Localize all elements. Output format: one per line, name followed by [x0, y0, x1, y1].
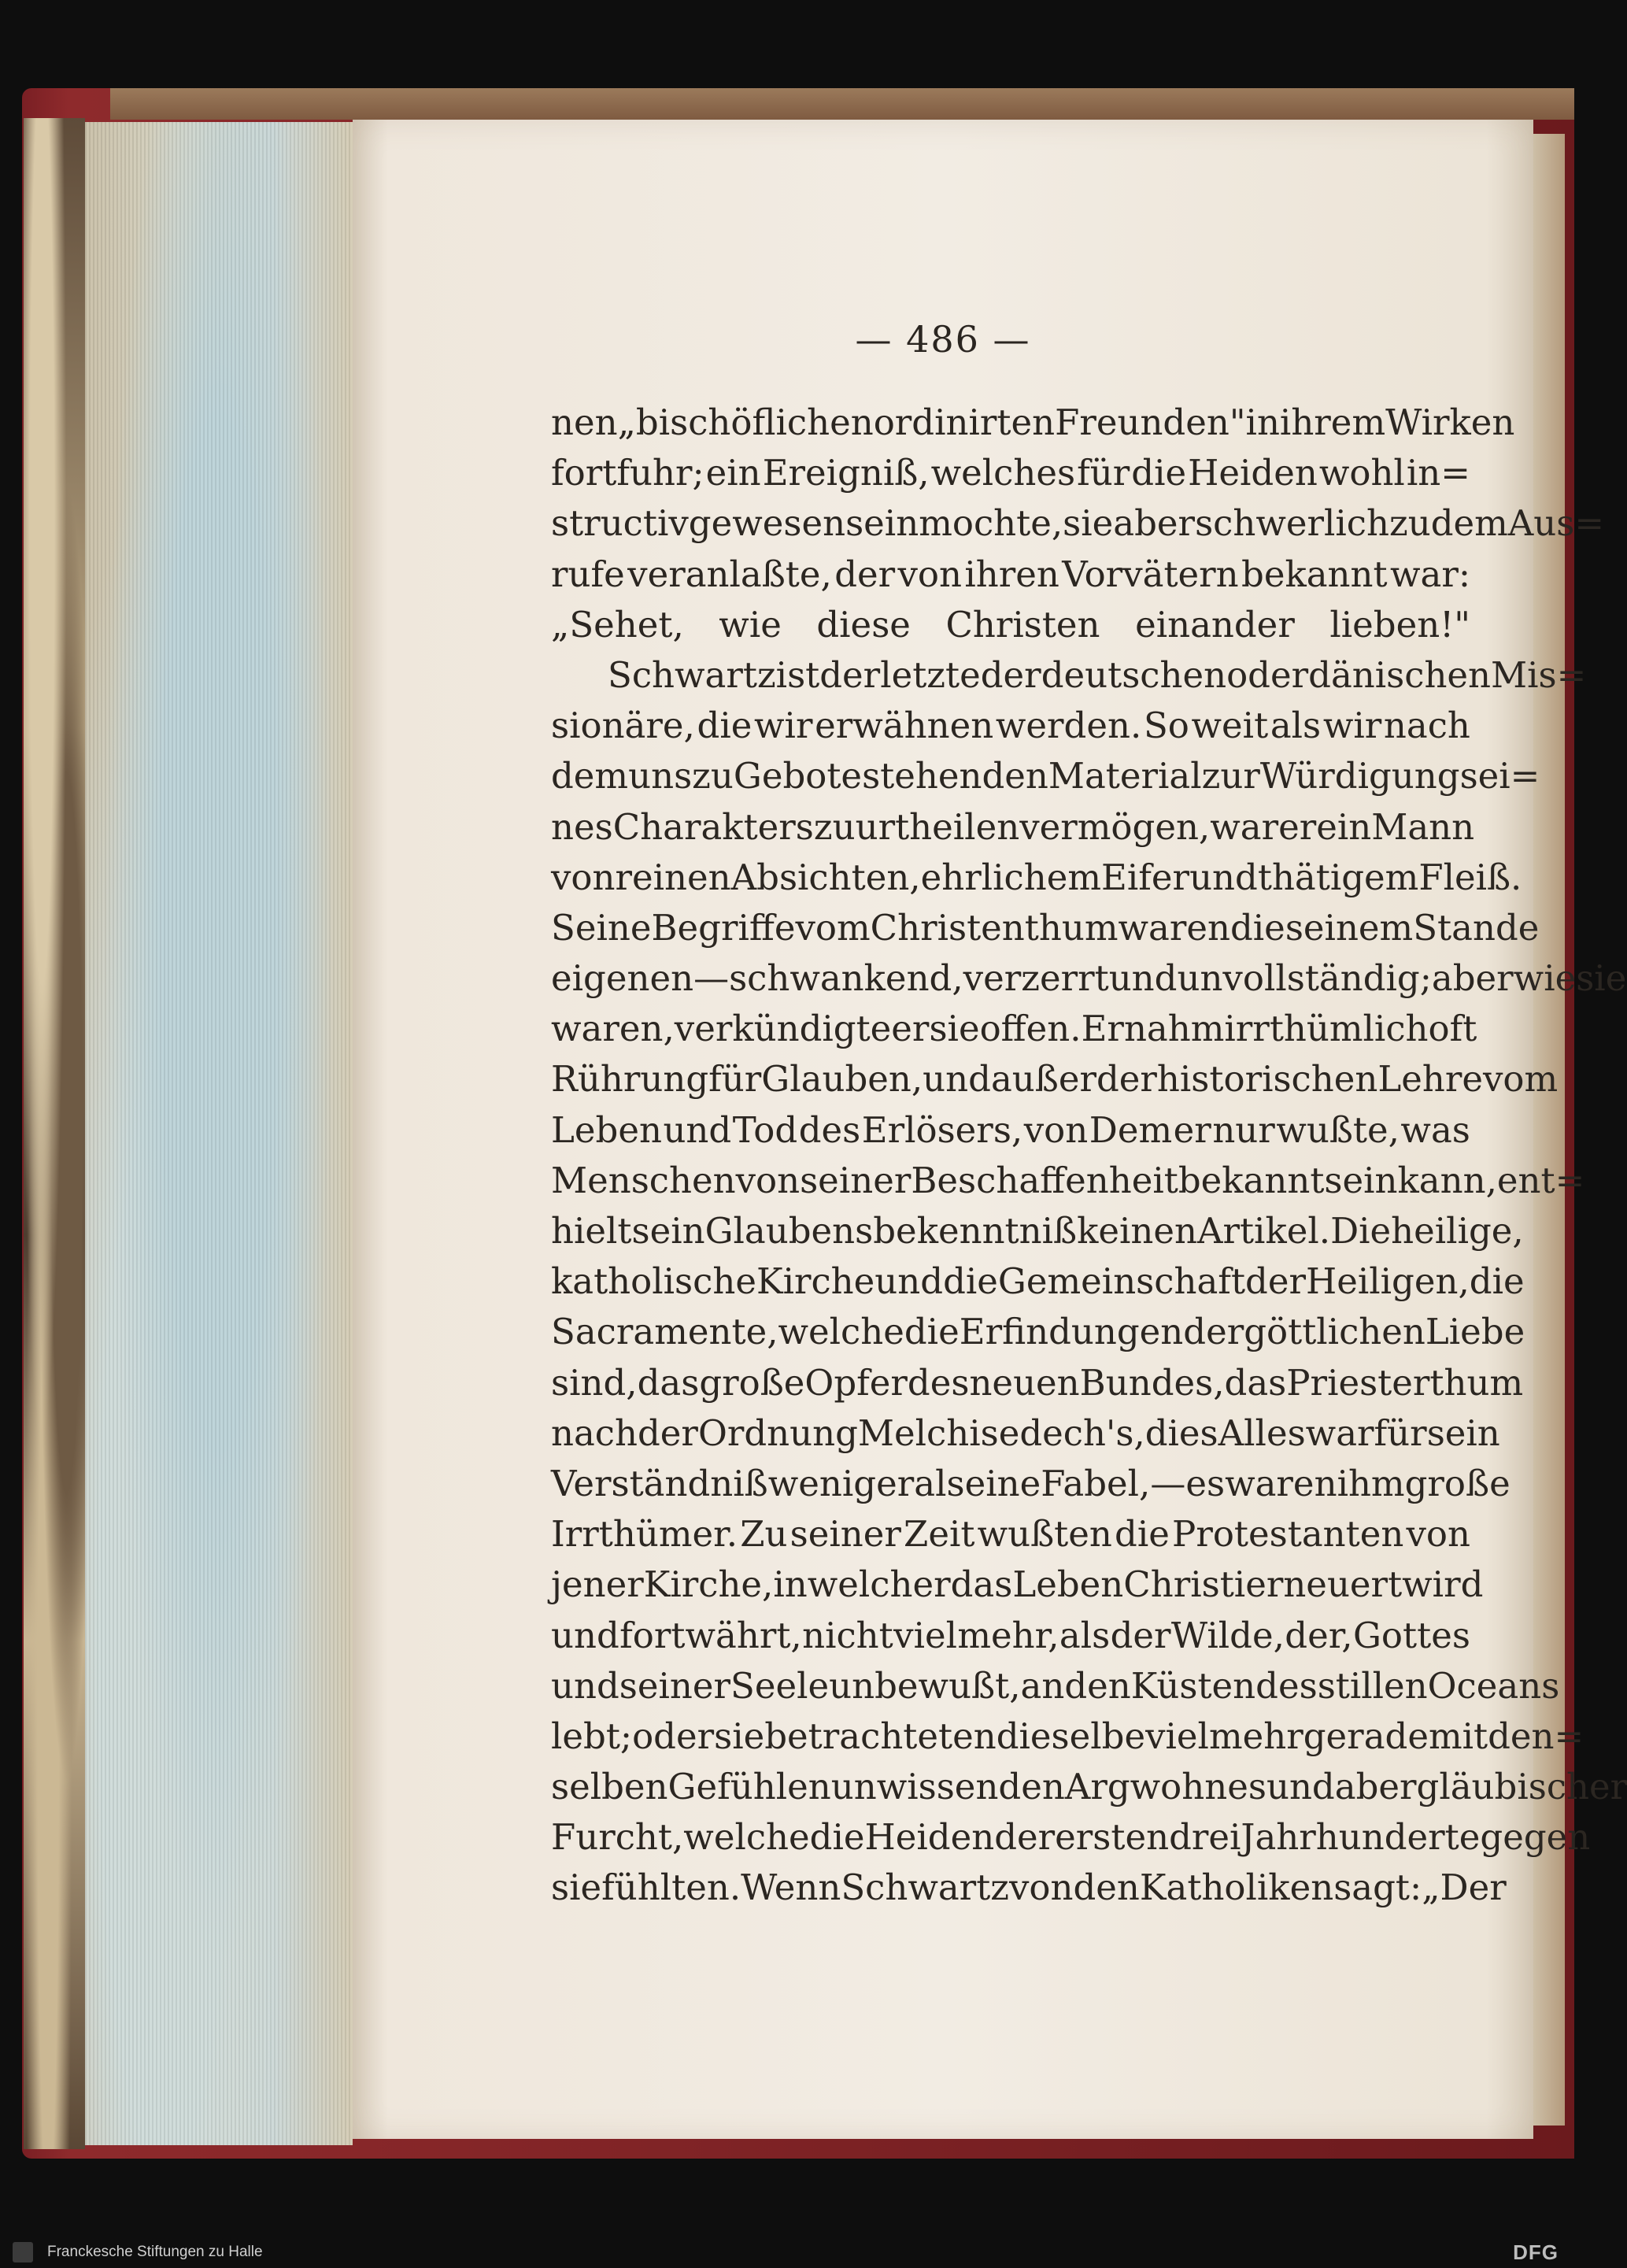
page-number: — 486 —	[855, 318, 1031, 361]
text-line: sie fühlten. Wenn Schwartz von den Katholiken sagt: „Der	[551, 1867, 1507, 1909]
institution-name: Franckesche Stiftungen zu Halle	[47, 2244, 263, 2260]
text-line: waren, verkündigte er sie offen. Er nahm irrthümlich oft	[551, 1008, 1477, 1050]
text-line: Schwartz ist der letzte der deutschen oder dänischen Mis=	[608, 653, 1587, 696]
text-line: von reinen Absichten, ehrlichem Eifer und thätigem Fleiß.	[551, 856, 1522, 898]
dfg-logo: DFG	[1513, 2240, 1559, 2264]
text-line: nach der Ordnung Melchisedech's, dies Alles war für sein	[551, 1411, 1500, 1454]
text-line: lebt; oder sie betrachteten dieselbe vielmehr gerade mit den=	[551, 1715, 1584, 1757]
text-line: Furcht, welche die Heiden der ersten drei Jahrhunderte gegen	[551, 1816, 1591, 1859]
institution-logo-icon	[13, 2242, 33, 2262]
text-line: eigenen — schwankend, verzerrt und unvollständig; aber wie sie	[551, 957, 1627, 1000]
text-line: Sacramente, welche die Erfindungen der göttlichen Liebe	[551, 1311, 1525, 1353]
text-line: structiv gewesen sein mochte, sie aber schwerlich zu dem Aus=	[551, 502, 1605, 545]
text-line: nes Charakters zu urtheilen vermögen, war er ein Mann	[551, 805, 1475, 848]
text-line: rufe veranlaßte, der von ihren Vorvätern bekannt war:	[551, 553, 1470, 595]
text-line: Verständniß weniger als eine Fabel, — es waren ihm große	[551, 1462, 1511, 1504]
text-line: dem uns zu Gebote stehenden Material zur Würdigung sei=	[551, 755, 1540, 797]
book-cover-top-edge	[110, 88, 1574, 120]
text-line: Seine Begriffe vom Christenthum waren die seinem Stande	[551, 906, 1540, 949]
text-line: selben Gefühlen unwissenden Argwohnes und abergläubischer	[551, 1766, 1627, 1808]
footer-bar	[0, 2236, 1574, 2268]
text-line: und fortwährt, nicht viel mehr, als der Wilde, der, Gottes	[551, 1614, 1470, 1656]
text-line: fortfuhr; ein Ereigniß, welches für die Heiden wohl in=	[551, 452, 1470, 494]
text-line: katholische Kirche und die Gemeinschaft der Heiligen, die	[551, 1260, 1525, 1303]
text-line: sind, das große Opfer des neuen Bundes, das Priesterthum	[551, 1361, 1524, 1404]
text-line: Menschen von seiner Beschaffenheit bekannt sein kann, ent=	[551, 1159, 1585, 1201]
page-text	[551, 398, 1627, 1914]
text-line: Rührung für Glauben, und außer der historischen Lehre vom	[551, 1058, 1559, 1101]
page-edges	[85, 122, 353, 2145]
text-line: Irrthümer. Zu seiner Zeit wußten die Protestanten von	[551, 1513, 1470, 1556]
marbled-edge	[24, 118, 85, 2149]
text-line: jener Kirche, in welcher das Leben Christi erneuert wird	[551, 1563, 1484, 1606]
text-line: „Sehet, wie diese Christen einander lieben!"	[551, 603, 1470, 646]
text-line: Leben und Tod des Erlösers, von Dem er nur wußte, was	[551, 1108, 1470, 1151]
text-line: hielt sein Glaubensbekenntniß keinen Artikel. Die heilige,	[551, 1210, 1524, 1252]
text-line: nen „bischöflichen ordinirten Freunden" in ihrem Wirken	[551, 401, 1515, 443]
text-line: sionäre, die wir erwähnen werden. So weit als wir nach	[551, 705, 1470, 747]
text-line: und seiner Seele unbewußt, an den Küsten des stillen Oceans	[551, 1664, 1560, 1707]
